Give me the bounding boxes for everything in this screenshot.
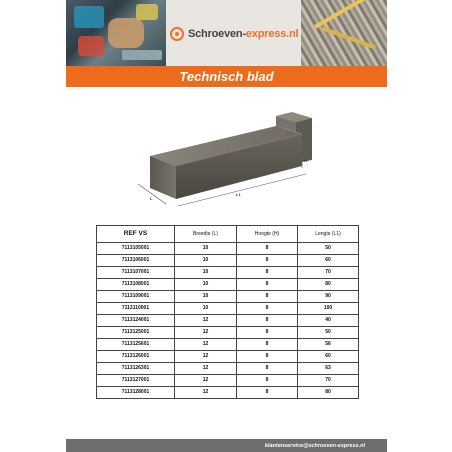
cell-ref: 7113127001 — [97, 375, 175, 387]
cell-breedte: 10 — [175, 291, 237, 303]
table-row — [97, 291, 359, 303]
cell-hoogte: 8 — [237, 315, 298, 327]
table-row — [97, 267, 359, 279]
cell-ref: 7113125601 — [97, 339, 175, 351]
label-l: L — [150, 196, 153, 201]
cell-breedte: 10 — [175, 267, 237, 279]
cell-lengte: 60 — [298, 255, 359, 267]
spec-table — [96, 225, 359, 399]
cell-breedte: 12 — [175, 375, 237, 387]
screws-photo — [301, 0, 387, 66]
cell-hoogte: 8 — [237, 255, 298, 267]
cell-hoogte: 8 — [237, 351, 298, 363]
header-banner — [66, 0, 387, 66]
table-row — [97, 327, 359, 339]
logo-icon — [170, 27, 184, 41]
logo-text: Schroeven-express.nl — [188, 28, 299, 40]
footer-bar — [66, 439, 387, 452]
cell-hoogte: 8 — [237, 291, 298, 303]
table-row — [97, 339, 359, 351]
cell-ref: 7113105001 — [97, 243, 175, 255]
cell-ref: 7113125001 — [97, 327, 175, 339]
table-row — [97, 351, 359, 363]
cell-hoogte: 8 — [237, 339, 298, 351]
cell-lengte: 80 — [298, 387, 359, 399]
table-header-row — [97, 226, 359, 243]
contact-email-link[interactable]: klantenservice@schroeven-express.nl — [264, 442, 365, 449]
cell-breedte: 12 — [175, 315, 237, 327]
cell-hoogte: 8 — [237, 387, 298, 399]
cell-breedte: 10 — [175, 243, 237, 255]
cell-breedte: 10 — [175, 303, 237, 315]
label-l1: L1 — [236, 192, 241, 197]
cell-ref: 7113126301 — [97, 363, 175, 375]
tools-photo — [66, 0, 166, 66]
cell-lengte: 40 — [298, 315, 359, 327]
cell-ref: 7113124001 — [97, 315, 175, 327]
cell-lengte: 80 — [298, 279, 359, 291]
cell-hoogte: 8 — [237, 327, 298, 339]
cell-lengte: 70 — [298, 267, 359, 279]
table-row — [97, 375, 359, 387]
cell-ref: 7113126001 — [97, 351, 175, 363]
cell-breedte: 12 — [175, 339, 237, 351]
cell-ref: 7113108001 — [97, 279, 175, 291]
cell-hoogte: 8 — [237, 375, 298, 387]
cell-ref: 7113110001 — [97, 303, 175, 315]
column-header-hoogte: Hoogte (H) — [237, 226, 298, 243]
column-header-breedte: Breedte (L) — [175, 226, 237, 243]
cell-lengte: 60 — [298, 351, 359, 363]
cell-breedte: 12 — [175, 351, 237, 363]
cell-ref: 7113107001 — [97, 267, 175, 279]
cell-breedte: 10 — [175, 255, 237, 267]
cell-hoogte: 8 — [237, 363, 298, 375]
cell-lengte: 63 — [298, 363, 359, 375]
cell-hoogte: 8 — [237, 267, 298, 279]
cell-breedte: 10 — [175, 279, 237, 291]
cell-ref: 7113128001 — [97, 387, 175, 399]
table-row — [97, 303, 359, 315]
table-row — [97, 243, 359, 255]
label-h: H — [304, 158, 307, 163]
title-bar — [66, 66, 387, 87]
technical-sheet — [66, 0, 387, 452]
cell-lengte: 50 — [298, 243, 359, 255]
product-illustration — [66, 100, 387, 220]
table-row — [97, 255, 359, 267]
table-row — [97, 363, 359, 375]
cell-ref: 7113109001 — [97, 291, 175, 303]
brand-logo[interactable] — [170, 24, 298, 44]
cell-lengte: 70 — [298, 375, 359, 387]
table-row — [97, 315, 359, 327]
table-row — [97, 279, 359, 291]
cell-breedte: 12 — [175, 327, 237, 339]
page-title: Technisch blad — [179, 69, 274, 84]
cell-breedte: 12 — [175, 387, 237, 399]
cell-lengte: 56 — [298, 339, 359, 351]
table-row — [97, 387, 359, 399]
cell-hoogte: 8 — [237, 279, 298, 291]
column-header-ref: REF VS — [97, 226, 175, 243]
cell-hoogte: 8 — [237, 243, 298, 255]
cell-lengte: 50 — [298, 327, 359, 339]
cell-ref: 7113106001 — [97, 255, 175, 267]
cell-lengte: 90 — [298, 291, 359, 303]
column-header-lengte: Lengte (L1) — [298, 226, 359, 243]
cell-hoogte: 8 — [237, 303, 298, 315]
cell-lengte: 100 — [298, 303, 359, 315]
cell-breedte: 12 — [175, 363, 237, 375]
